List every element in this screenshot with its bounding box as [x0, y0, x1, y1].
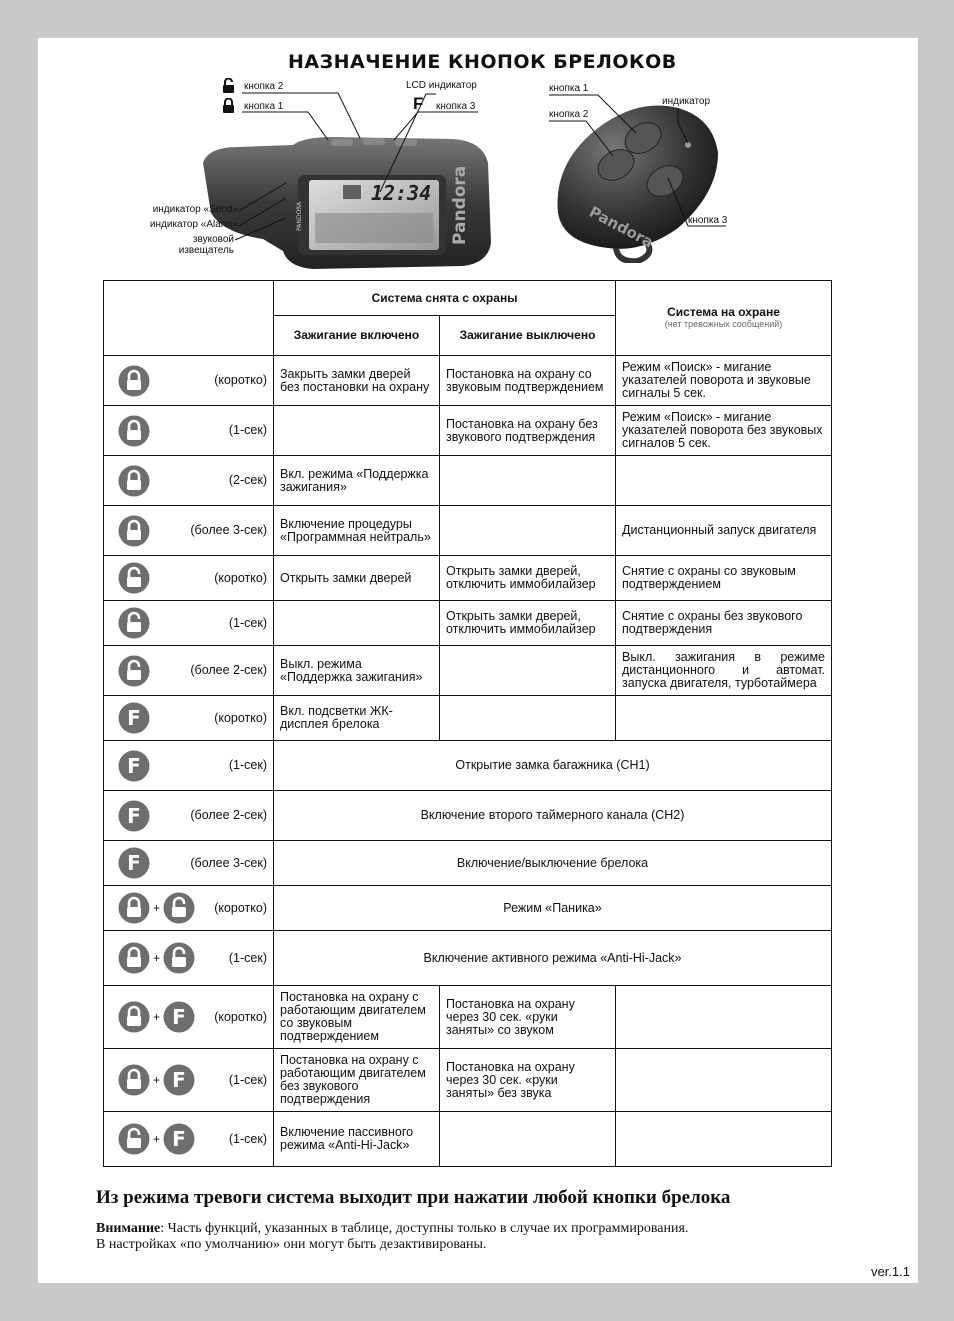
- fob2-indicator-label: индикатор: [662, 96, 711, 107]
- button-combo: [118, 1001, 195, 1033]
- alarm-exit-headline: Из режима тревоги система выходит при нажатии любой кнопки брелока: [96, 1187, 731, 1208]
- button-combo: [118, 365, 150, 397]
- plus-sign: +: [153, 1072, 161, 1087]
- fob2-leader-lines: [38, 38, 918, 278]
- button-combo: [118, 847, 150, 879]
- function-ignition-off: Постановка на охрану через 30 сек. «руки заняты» со звуком: [440, 986, 616, 1049]
- plus-sign: +: [153, 900, 161, 915]
- table-row: [104, 791, 832, 841]
- table-row: [104, 841, 832, 886]
- f-button-icon: [163, 1001, 195, 1033]
- lock-button-icon: [118, 515, 150, 547]
- button-combo: [118, 607, 150, 639]
- function-ignition-on: Вкл. подсветки ЖК-дисплея брелока: [274, 696, 440, 741]
- press-duration: (более 3-сек): [190, 523, 267, 537]
- function-ignition-on: Открыть замки дверей: [274, 556, 440, 601]
- function-all-modes: Режим «Паника»: [274, 886, 832, 931]
- f-button-icon: [163, 1064, 195, 1096]
- button-combo: [118, 515, 150, 547]
- table-row: [104, 886, 832, 931]
- button-combo: [118, 655, 150, 687]
- lcd-clock: 12:34: [371, 181, 432, 205]
- header-armed: [616, 281, 832, 356]
- header-ignition-on: Зажигание включено: [274, 316, 440, 356]
- button-combo-cell: [104, 1112, 274, 1167]
- function-ignition-off: [440, 456, 616, 506]
- press-duration: (1-сек): [228, 758, 267, 772]
- button-combo: [118, 942, 195, 974]
- table-row: [104, 506, 832, 556]
- button-combo: [118, 562, 150, 594]
- unlock-button-icon: [163, 942, 195, 974]
- function-armed: Выкл. зажигания в режиме дистанционного и автомат. запуска двигателя, турботаймера: [616, 646, 832, 696]
- function-ignition-on: Постановка на охрану с работающим двигателем без звукового подтверждения: [274, 1049, 440, 1112]
- function-ignition-off: Постановка на охрану через 30 сек. «руки заняты» без звука: [440, 1049, 616, 1112]
- fob2-button2-label: кнопка 2: [549, 109, 589, 120]
- round-fob-brand: Pandora: [586, 202, 657, 252]
- function-ignition-off: [440, 646, 616, 696]
- fob1-buzzer-label-1: звуковой: [192, 234, 234, 245]
- unlock-button-icon: [118, 1123, 150, 1155]
- press-duration: (коротко): [214, 373, 267, 387]
- table-row: [104, 601, 832, 646]
- function-armed: Снятие с охраны со звуковым подтверждением: [616, 556, 832, 601]
- button-combo-cell: [104, 406, 274, 456]
- svg-text:F: F: [172, 1005, 186, 1029]
- button-combo-cell: [104, 931, 274, 986]
- header-disarmed: Система снята с охраны: [274, 281, 616, 316]
- fob1-send-label: индикатор «Send»: [152, 204, 238, 215]
- table-row: [104, 406, 832, 456]
- press-duration: (1-сек): [228, 1072, 267, 1087]
- button-combo-cell: [104, 886, 274, 931]
- f-button-icon: [118, 702, 150, 734]
- button-combo-cell: [104, 601, 274, 646]
- press-duration: (коротко): [214, 570, 267, 585]
- unlock-button-icon: [118, 607, 150, 639]
- attention-text-line2: В настройках «по умолчанию» они могут быть дезактивированы.: [96, 1237, 487, 1252]
- table-row: [104, 456, 832, 506]
- function-ignition-off: Открыть замки дверей, отключить иммобилайзер: [440, 556, 616, 601]
- page-title: НАЗНАЧЕНИЕ КНОПОК БРЕЛОКОВ: [288, 51, 677, 73]
- attention-text: : Часть функций, указанных в таблице, доступны только в случае их программирования.: [160, 1221, 689, 1236]
- plus-sign: +: [153, 1009, 161, 1024]
- header-armed-title: Система на охране: [667, 305, 780, 319]
- press-duration: (коротко): [214, 1009, 267, 1024]
- button-combo-cell: [104, 791, 274, 841]
- button-combo-cell: [104, 741, 274, 791]
- lock-button-icon: [118, 365, 150, 397]
- function-ignition-on: Включение процедуры «Программная нейтраль»: [274, 506, 440, 556]
- press-duration: (1-сек): [228, 1131, 267, 1146]
- function-ignition-off: Открыть замки дверей, отключить иммобилайзер: [440, 601, 616, 646]
- function-ignition-on: [274, 406, 440, 456]
- function-ignition-on: Включение пассивного режима «Anti-Hi-Jack»: [274, 1112, 440, 1167]
- table-row: [104, 556, 832, 601]
- page: [38, 38, 918, 1283]
- plus-sign: +: [153, 950, 161, 965]
- version-label: ver.1.1: [870, 1264, 910, 1279]
- fob1-button1-label: кнопка 1: [244, 101, 284, 112]
- header-armed-subtitle: (нет тревожных сообщений): [664, 319, 783, 329]
- fob1-alarm-label: индикатор «Alarm»: [149, 219, 238, 230]
- svg-text:F: F: [172, 1127, 186, 1151]
- table-row: [104, 356, 832, 406]
- function-ignition-on: Постановка на охрану с работающим двигателем со звуковым подтверждением: [274, 986, 440, 1049]
- press-duration: (1-сек): [228, 950, 267, 965]
- button-combo: [118, 465, 150, 497]
- table-row: [104, 1049, 832, 1112]
- function-all-modes: Включение второго таймерного канала (CH2): [274, 791, 832, 841]
- attention-label: Внимание: [96, 1221, 161, 1236]
- function-armed: [616, 986, 832, 1049]
- unlock-button-icon: [118, 655, 150, 687]
- function-ignition-off: Постановка на охрану без звукового подтверждения: [440, 406, 616, 456]
- function-ignition-on: Закрыть замки дверей без постановки на охрану: [274, 356, 440, 406]
- lock-button-icon: [118, 892, 150, 924]
- button-combo-cell: [104, 646, 274, 696]
- header-ignition-off: Зажигание выключено: [440, 316, 616, 356]
- button-combo-cell: [104, 456, 274, 506]
- lcd-fob-brand: Pandora: [450, 165, 470, 245]
- function-armed: [616, 1049, 832, 1112]
- press-duration: (более 2-сек): [190, 808, 267, 822]
- lock-button-icon: [118, 1064, 150, 1096]
- unlock-button-icon: [118, 562, 150, 594]
- function-armed: Снятие с охраны без звукового подтверждения: [616, 601, 832, 646]
- function-ignition-on: [274, 601, 440, 646]
- svg-text:F: F: [127, 851, 141, 875]
- f-button-icon: [118, 847, 150, 879]
- function-ignition-on: Вкл. режима «Поддержка зажигания»: [274, 456, 440, 506]
- button-combo: [118, 750, 150, 782]
- svg-text:F: F: [172, 1068, 186, 1092]
- function-ignition-off: [440, 1112, 616, 1167]
- table-row: [104, 986, 832, 1049]
- lock-button-icon: [118, 1001, 150, 1033]
- press-duration: (коротко): [214, 900, 267, 915]
- press-duration: (1-сек): [228, 615, 267, 630]
- button-combo-cell: [104, 696, 274, 741]
- function-armed: Дистанционный запуск двигателя: [616, 506, 832, 556]
- function-ignition-off: Постановка на охрану со звуковым подтверждением: [440, 356, 616, 406]
- f-button-icon: [163, 1123, 195, 1155]
- lcd-fob-side-text: PANDORA: [296, 201, 303, 231]
- button-combo-cell: [104, 356, 274, 406]
- function-all-modes: Включение/выключение брелока: [274, 841, 832, 886]
- fob2-button1-label: кнопка 1: [549, 83, 589, 94]
- table-row: [104, 931, 832, 986]
- fob1-button2-label: кнопка 2: [244, 81, 284, 92]
- button-combo: [118, 800, 150, 832]
- button-combo: [118, 892, 195, 924]
- svg-text:F: F: [127, 803, 141, 828]
- press-duration: (коротко): [214, 710, 267, 725]
- function-armed: [616, 696, 832, 741]
- f-letter-icon: F: [413, 94, 424, 113]
- fob1-lcd-label: LCD индикатор: [406, 80, 477, 91]
- function-armed: [616, 456, 832, 506]
- button-combo: [118, 415, 150, 447]
- function-all-modes: Включение активного режима «Anti-Hi-Jack»: [274, 931, 832, 986]
- press-duration: (2-сек): [228, 473, 267, 487]
- button-combo-cell: [104, 506, 274, 556]
- function-ignition-off: [440, 696, 616, 741]
- lock-button-icon: [118, 465, 150, 497]
- button-combo: [118, 1064, 195, 1096]
- fob2-button3-label: кнопка 3: [688, 215, 728, 226]
- button-combo-cell: [104, 556, 274, 601]
- function-ignition-off: [440, 506, 616, 556]
- f-button-icon: [118, 800, 150, 832]
- function-armed: [616, 1112, 832, 1167]
- function-ignition-on: Выкл. режима «Поддержка зажигания»: [274, 646, 440, 696]
- button-combo-cell: [104, 1049, 274, 1112]
- press-duration: (более 2-сек): [190, 663, 267, 677]
- unlock-button-icon: [163, 892, 195, 924]
- f-button-icon: [118, 750, 150, 782]
- table-row: [104, 1112, 832, 1167]
- lock-button-icon: [118, 415, 150, 447]
- button-combo: [118, 702, 150, 734]
- function-armed: Режим «Поиск» - мигание указателей поворота и звуковые сигналы 5 сек.: [616, 356, 832, 406]
- function-all-modes: Открытие замка багажника (CH1): [274, 741, 832, 791]
- table-row: [104, 696, 832, 741]
- fob1-buzzer-label-2: извещатель: [178, 245, 234, 256]
- button-combo-cell: [104, 841, 274, 886]
- attention-note: [96, 1221, 688, 1253]
- svg-text:F: F: [127, 706, 141, 730]
- press-duration: (более 3-сек): [190, 855, 267, 870]
- function-armed: Режим «Поиск» - мигание указателей поворота без звуковых сигналов 5 сек.: [616, 406, 832, 456]
- corner-cell: [104, 281, 274, 356]
- svg-text:F: F: [127, 753, 141, 778]
- table-row: [104, 741, 832, 791]
- table-row: [104, 646, 832, 696]
- button-combo-cell: [104, 986, 274, 1049]
- button-combo: [118, 1123, 195, 1155]
- lock-button-icon: [118, 942, 150, 974]
- plus-sign: +: [153, 1131, 161, 1146]
- fob1-button3-label: кнопка 3: [436, 101, 476, 112]
- button-functions-table: [103, 280, 832, 1167]
- press-duration: (1-сек): [228, 423, 267, 437]
